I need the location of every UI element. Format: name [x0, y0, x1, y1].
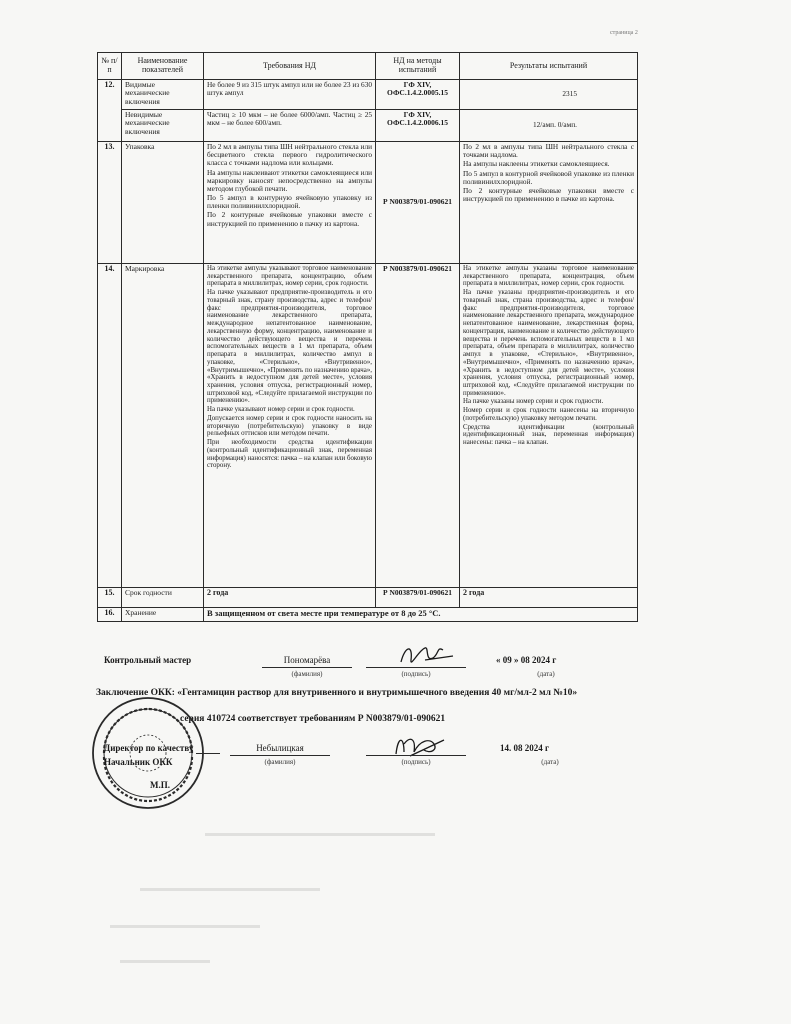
- scan-noise: [120, 960, 210, 963]
- director-name: Небылицкая: [256, 743, 304, 753]
- row-result: 12/амп. 0/амп.: [460, 110, 638, 142]
- row-method: Р N003879/01-090621: [376, 588, 460, 608]
- controller-signature: [395, 640, 465, 670]
- row-requirement: Частиц ≥ 10 мкм – не более 6000/амп. Частиц ≥ 25 мкм – не более 600/амп.: [204, 110, 376, 142]
- row-indicator: Видимые механические включения: [122, 80, 204, 110]
- table-row: [98, 80, 638, 110]
- scan-noise: [140, 888, 320, 891]
- table-header-row: [98, 53, 638, 80]
- requirement-paragraph: По 5 ампул в контурную ячейковую упаковку из пленки поливинилхлоридной.: [207, 193, 372, 211]
- header-results: Результаты испытаний: [460, 53, 638, 80]
- header-num: № п/п: [98, 53, 122, 80]
- row-result: 2 года: [460, 588, 638, 608]
- seal-place-mark: М.П.: [150, 780, 170, 790]
- table-row: [98, 110, 638, 142]
- table-row: [98, 264, 638, 588]
- result-paragraph: По 2 контурные ячейковые упаковки вместе с инструкцией по применению в пачке из картона.: [463, 185, 634, 204]
- seal-stamp: [88, 693, 208, 813]
- row-number: 15.: [98, 588, 122, 608]
- result-paragraph: На этикетке ампулы указаны торговое наименование лекарственного препарата, концентрация, объем препарата в миллилитрах, номер серии, срок годности.: [463, 265, 634, 288]
- series-conformity: серия 410724 соответствует требованиям Р N003879/01-090621: [180, 714, 446, 724]
- header-indicator: Наименование показателей: [122, 53, 204, 80]
- controller-date: « 09 » 08 2024 г: [496, 655, 557, 665]
- row-method: ГФ XIV, ОФС.1.4.2.0006.15: [376, 110, 460, 142]
- scan-noise: [205, 833, 435, 836]
- requirement-paragraph: На этикетке ампулы указывают торговое наименование лекарственного препарата, концентрацию, объем препарата в миллилитрах, номер серии, срок годности.: [207, 265, 372, 288]
- row-requirement: Не более 9 из 315 штук ампул или не более 23 из 630 штук ампул: [204, 80, 376, 110]
- controller-sign-line: [366, 667, 466, 668]
- row-number: 14.: [98, 264, 122, 588]
- row-requirement: [204, 264, 376, 588]
- row-number: 13.: [98, 142, 122, 264]
- requirement-paragraph: При необходимости средства идентификации (контрольный идентификационный знак, переменная информация) наносятся: пачка – на клапан или боковую сторону.: [207, 439, 372, 470]
- result-paragraph: Номер серии и срок годности нанесены на вторичную (потребительскую) упаковку методом печати.: [463, 407, 634, 422]
- scan-noise: [110, 925, 260, 928]
- requirement-paragraph: На ампулы наклеивают этикетки самоклеящиеся или маркировку наносят непосредственно на ампулы методом глубокой печати.: [207, 167, 372, 193]
- requirement-paragraph: На пачке указывают предприятие-производитель и его товарный знак, страну производства, адрес и телефон/факс предприятия-производителя, торговое наименование лекарственного препарата, международное непатентованное наименование, лекарственную форму, концентрацию, наименование и количество действующего вещества и перечень вспомогательных веществ в 1 мл препарата, объем препарата в миллилитрах, количество ампул в упаковке, «Стерильно», «Внутривенно», «Внутримышечно», «Применять по назначению врача», «Хранить в недоступном для детей месте», условия хранения, условия отпуска, регистрационный номер, штриховой код, «Следуйте прилагаемой инструкции по применению».: [207, 289, 372, 405]
- page-number: страница 2: [610, 30, 638, 36]
- controller-sign-caption: (подпись): [401, 670, 431, 678]
- row-result: [460, 142, 638, 264]
- controller-name-line: [262, 667, 352, 668]
- header-requirements: Требования НД: [204, 53, 376, 80]
- requirement-paragraph: По 2 контурные ячейковые упаковки вместе с инструкцией по применению в пачку из картона.: [207, 210, 372, 228]
- director-sign-line: [366, 755, 466, 756]
- row-requirement: 2 года: [204, 588, 376, 608]
- row-indicator: Хранение: [122, 608, 204, 622]
- okk-conclusion: Заключение ОКК: «Гентамицин раствор для внутривенного и внутримышечного введения 40 мг/мл-2 мл №10»: [96, 688, 578, 698]
- result-paragraph: На ампулы наклеены этикетки самоклеящиеся.: [463, 159, 610, 169]
- result-paragraph: По 2 мл в ампулы типа ШН нейтрального стекла с точками надлома.: [463, 142, 634, 160]
- row-number: 16.: [98, 608, 122, 622]
- result-paragraph: На пачке указаны номер серии и срок годности.: [463, 398, 604, 406]
- row-indicator: Срок годности: [122, 588, 204, 608]
- controller-label: Контрольный мастер: [104, 655, 192, 665]
- controller-date-caption: (дата): [537, 670, 555, 678]
- test-results-table: [97, 52, 638, 622]
- result-paragraph: Средства идентификации (контрольный идентификационный знак, переменная информация) нанесены: пачка – на клапан.: [463, 423, 634, 447]
- row-method: ГФ XIV, ОФС.1.4.2.0005.15: [376, 80, 460, 110]
- result-paragraph: По 5 ампул в контурной ячейковой упаковке из пленки поливинилхлоридной.: [463, 168, 634, 186]
- director-label: Директор по качеству: [104, 743, 194, 753]
- table-row: [98, 608, 638, 622]
- director-name-caption: (фамилия): [264, 758, 296, 766]
- result-paragraph: На пачке указаны предприятие-производитель и его товарный знак, страна производства, адрес и телефон/факс предприятия-производителя, торговое наименование лекарственного препарата, международное непатентованное наименование, лекарственная форма, концентрация, наименование и количество действующего вещества и перечень вспомогательных веществ в 1 мл препарата, объем препарата в миллилитрах, количество ампул в упаковке, «Стерильно», «Внутривенно», «Внутримышечно», «Применять по назначению врача», «Хранить в недоступном для детей месте», условия хранения, условия отпуска, регистрационный номер, штриховой код, «Следуйте прилагаемой инструкции по применению».: [463, 289, 634, 397]
- requirement-paragraph: На пачке указывают номер серии и срок годности.: [207, 406, 355, 414]
- row-indicator: Невидимые механические включения: [122, 110, 204, 142]
- row-method: Р N003879/01-090621: [376, 142, 460, 264]
- director-date-caption: (дата): [541, 758, 559, 766]
- controller-name-caption: (фамилия): [291, 670, 323, 678]
- row-indicator: Маркировка: [122, 264, 204, 588]
- row-result: 2315: [460, 80, 638, 110]
- table-row: [98, 588, 638, 608]
- table-row: [98, 142, 638, 264]
- header-methods: НД на методы испытаний: [376, 53, 460, 80]
- requirement-paragraph: Допускается номер серии и срок годности наносить на вторичную (потребительскую) упаковку в виде рельефных оттисков или методом печати.: [207, 414, 372, 438]
- row-number: 12.: [98, 80, 122, 142]
- row-requirement: [204, 142, 376, 264]
- director-date: 14. 08 2024 г: [500, 743, 550, 753]
- row-method: Р N003879/01-090621: [376, 264, 460, 588]
- director-name-line: [230, 755, 330, 756]
- director-label-line: [196, 753, 220, 754]
- controller-name: Пономарёва: [283, 655, 331, 665]
- requirement-paragraph: По 2 мл в ампулы типа ШН нейтрального стекла или бесцветного стекла первого гидролитического класса с точками надлома или кольцами.: [207, 142, 372, 168]
- row-result: [460, 264, 638, 588]
- director-sign-caption: (подпись): [401, 758, 431, 766]
- row-indicator: Упаковка: [122, 142, 204, 264]
- director-label-alt: Начальник ОКК: [104, 757, 173, 767]
- row-requirement: В защищенном от света месте при температуре от 8 до 25 °С.: [204, 608, 638, 622]
